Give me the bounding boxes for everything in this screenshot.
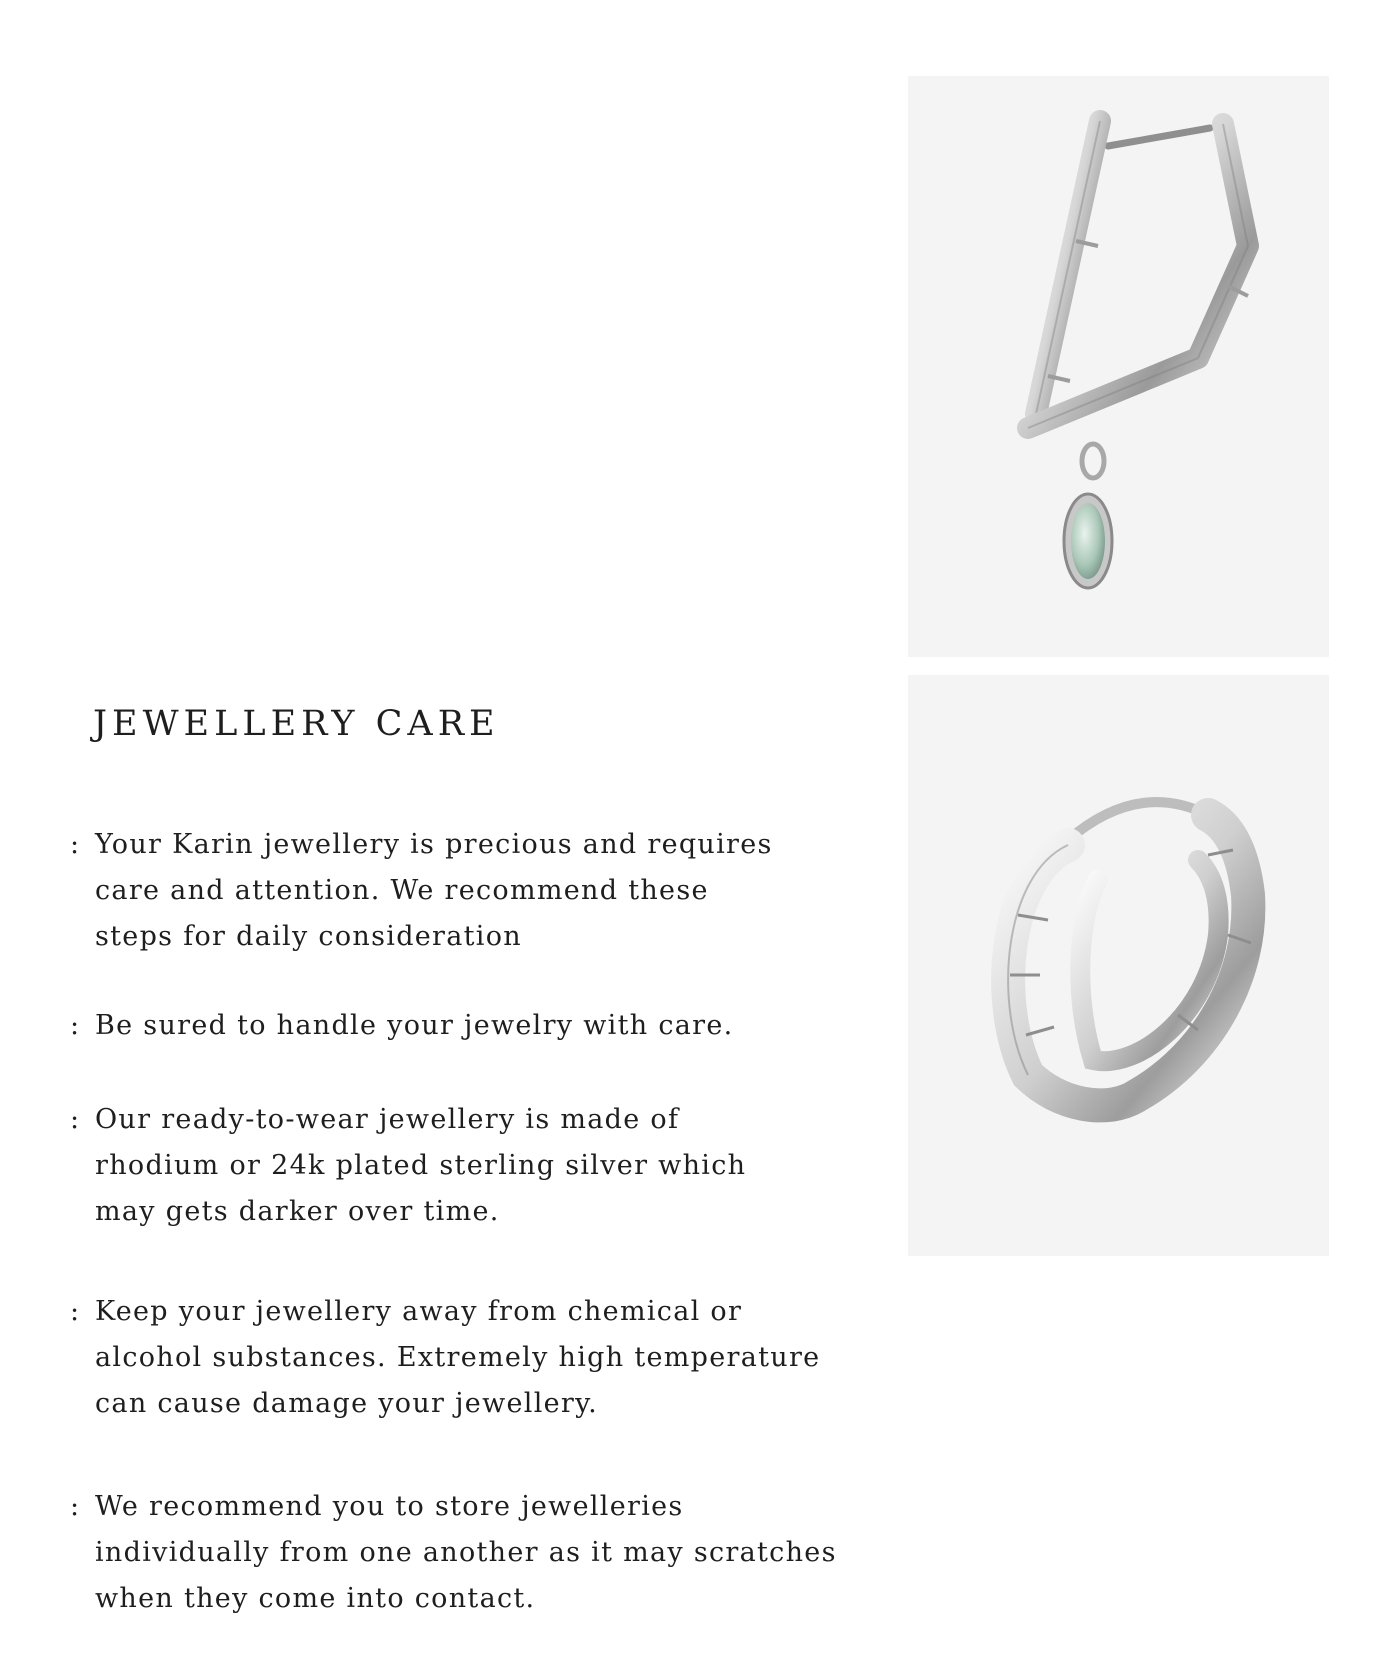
care-tip-text: Keep your jewellery away from chemical or alcohol substances. Extremely high temperature can cause damage your jewellery. bbox=[95, 1296, 821, 1419]
care-tip bbox=[70, 1289, 860, 1427]
care-tip-text: We recommend you to store jewelleries individually from one another as it may scratches when they come into contact. bbox=[95, 1491, 837, 1614]
care-tip bbox=[70, 822, 860, 960]
care-tip-text: Be sured to handle your jewelry with care. bbox=[95, 1010, 734, 1041]
care-tip-text: Our ready-to-wear jewellery is made of rhodium or 24k plated sterling silver which may gets darker over time. bbox=[95, 1104, 747, 1227]
care-tip bbox=[70, 1484, 860, 1622]
care-tip-bullet: : bbox=[70, 1296, 81, 1327]
bamboo-huggie-earring-icon bbox=[908, 675, 1329, 1256]
product-image-hoop-drop-earring[interactable] bbox=[908, 76, 1329, 657]
care-tip-text: Your Karin jewellery is precious and requires care and attention. We recommend these steps for daily consideration bbox=[95, 829, 773, 952]
hoop-drop-earring-icon bbox=[908, 76, 1329, 657]
care-tip bbox=[70, 1003, 860, 1049]
jewellery-care-title: JEWELLERY CARE bbox=[93, 704, 500, 744]
care-tip-bullet: : bbox=[70, 1104, 81, 1135]
care-tip-bullet: : bbox=[70, 829, 81, 860]
care-tip-bullet: : bbox=[70, 1491, 81, 1522]
care-tip-bullet: : bbox=[70, 1010, 81, 1041]
care-tip bbox=[70, 1097, 860, 1235]
product-image-bamboo-huggie-earring[interactable] bbox=[908, 675, 1329, 1256]
